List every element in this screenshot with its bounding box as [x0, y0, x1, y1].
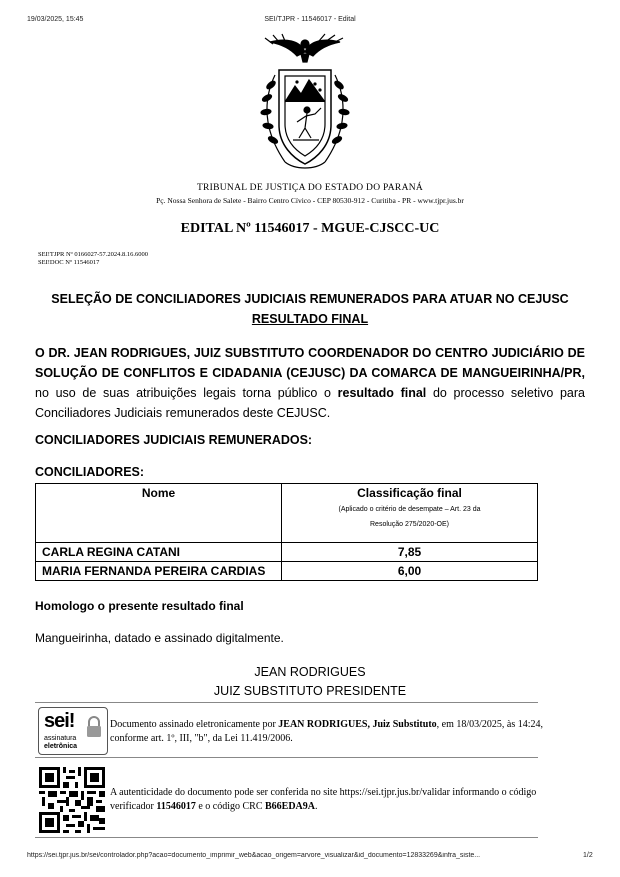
auth-text-1: A autenticidade do documento pode ser conferida no site https://sei.tjpr.jus.br/validar informando o código verificador [110, 787, 537, 812]
print-footer-url: https://sei.tjpr.jus.br/sei/controlador.php?acao=documento_imprimir_web&acao_origem=arvore_visualizar&id_documento=12833269&infra_siste... [27, 852, 481, 859]
column-header-name [36, 484, 282, 543]
divider-middle [35, 757, 538, 758]
candidate-score: 6,00 [282, 562, 538, 581]
column-header-classification [282, 484, 538, 543]
court-name: TRIBUNAL DE JUSTIÇA DO ESTADO DO PARANÁ [196, 183, 424, 193]
homologation-text: Homologo o presente resultado final [35, 599, 244, 613]
candidate-name: MARIA FERNANDA PEREIRA CARDIAS [36, 562, 282, 581]
signature-statement [110, 718, 578, 746]
sei-logo-subtitle [44, 735, 77, 751]
results-table [35, 483, 538, 581]
column-header-classification-text: Classificação final [357, 486, 462, 500]
divider-top [35, 702, 538, 703]
sei-logo-text: sei! [44, 710, 75, 732]
table-header-row [36, 484, 538, 543]
intro-authority: O DR. JEAN RODRIGUES, JUIZ SUBSTITUTO COORDENADOR DO CENTRO JUDICIÁRIO DE SOLUÇÃO DE CONFLITOS E CIDADANIA (CEJUSC) DA COMARCA DE MANGUEIRINHA/PR, [35, 346, 585, 380]
section-remunerated-heading: CONCILIADORES JUDICIAIS REMUNERADOS: [35, 433, 313, 447]
seidoc-reference: SEI!DOC Nº 11546017 [38, 259, 100, 266]
section-conciliators-heading: CONCILIADORES: [35, 465, 145, 479]
process-references [38, 251, 148, 267]
column-header-name-text: Nome [141, 486, 176, 500]
court-address: Pç. Nossa Senhora de Salete - Bairro Centro Cívico - CEP 80530-912 - Curitiba - PR - www.tjpr.jus.br [156, 196, 464, 205]
print-page-number: 1/2 [583, 852, 593, 859]
auth-verifier-code: 11546017 [156, 801, 196, 812]
table-row [36, 562, 538, 581]
intro-text-before: no uso de suas atribuições legais torna público o [35, 386, 338, 400]
column-header-note-2: Resolução 275/2020-OE) [370, 521, 449, 528]
intro-text-after: do processo seletivo para Conciliadores Judiciais remunerados deste CEJUSC. [35, 386, 585, 420]
auth-text-2: e o código CRC [195, 801, 265, 812]
print-title: SEI/TJPR - 11546017 - Edital [264, 16, 356, 23]
qr-code-image [39, 767, 105, 833]
print-datetime: 19/03/2025, 15:45 [27, 16, 84, 23]
signer-name: JEAN RODRIGUES [254, 665, 366, 679]
candidate-name: CARLA REGINA CATANI [36, 543, 282, 562]
result-heading-text: RESULTADO FINAL [251, 312, 369, 326]
signer-role: JUIZ SUBSTITUTO PRESIDENTE [213, 684, 407, 698]
intro-result-bold: resultado final [337, 386, 427, 400]
sei-signature-logo [38, 707, 108, 755]
signature-text-2: , em 18/03/2025, às 14:24, conforme art. 1º, III, "b", da Lei 11.419/2006. [110, 719, 544, 744]
auth-crc-code: B66EDA9A [265, 801, 316, 812]
padlock-icon [86, 716, 102, 738]
authenticity-statement [110, 786, 578, 814]
sei-logo-sub-2: eletrônica [44, 743, 78, 750]
sei-tjpr-reference: SEI!TJPR Nº 0166027-57.2024.8.16.6000 [38, 251, 148, 258]
place-date-text: Mangueirinha, datado e assinado digitalmente. [35, 631, 284, 645]
selection-heading: SELEÇÃO DE CONCILIADORES JUDICIAIS REMUNERADOS PARA ATUAR NO CEJUSC [51, 292, 569, 306]
signature-text-1: Documento assinado eletronicamente por [110, 719, 279, 730]
candidate-score: 7,85 [282, 543, 538, 562]
auth-text-3: . [315, 801, 318, 812]
intro-paragraph [35, 343, 585, 423]
table-row [36, 543, 538, 562]
sei-logo-sub-1: assinatura [44, 735, 77, 742]
column-header-note-1: (Aplicado o critério de desempate – Art. 23 da [338, 506, 481, 513]
parana-coat-of-arms-emblem [245, 30, 365, 180]
divider-bottom [35, 837, 538, 838]
edital-title: EDITAL Nº 11546017 - MGUE-CJSCC-UC [180, 221, 440, 236]
signature-signer: JEAN RODRIGUES, Juiz Substituto [278, 719, 437, 730]
result-heading [0, 312, 620, 326]
